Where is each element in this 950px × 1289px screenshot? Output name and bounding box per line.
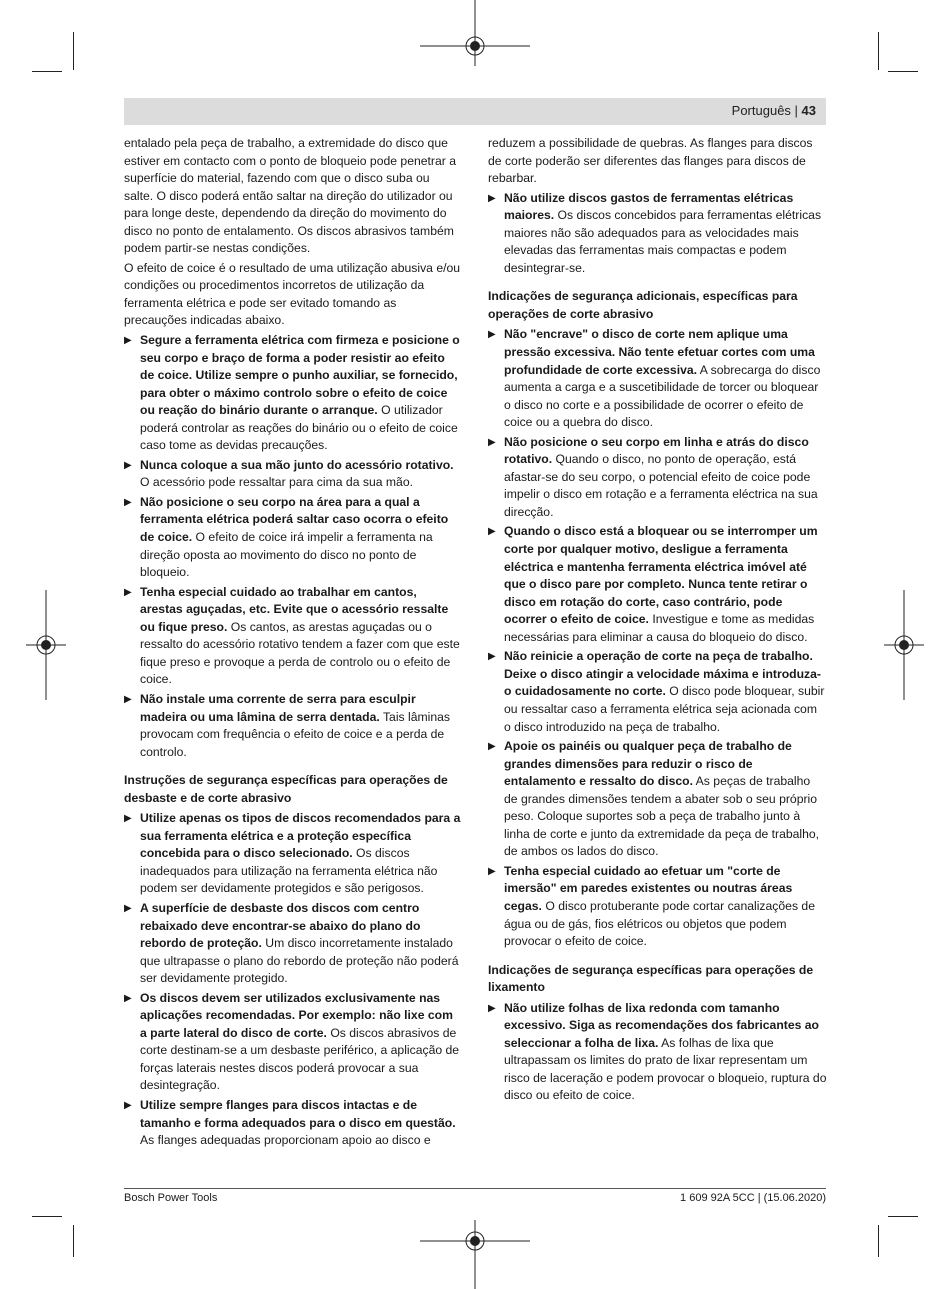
item-text: Os discos abrasivos de corte destinam-se a um desbaste periférico, a aplicação de forças laterais nestes discos poderá provocar a sua desintegração.	[140, 1025, 460, 1093]
header-text: Português | 43	[731, 103, 816, 118]
item-text: As peças de trabalho de grandes dimensões tendem a abater sob o seu próprio peso. Coloque suportes sob a peça de trabalho junto à linha de corte e junto da extremidade da peça de trabalho, de ambos os lados do disco.	[504, 774, 820, 859]
item-bold-text: Tenha especial cuidado ao efetuar um "corte de imersão" em paredes existentes ou noutras áreas cegas.	[504, 863, 793, 913]
crop-mark	[73, 32, 74, 70]
item-text: As flanges adequadas proporcionam apoio ao disco e	[140, 1133, 431, 1148]
list-item	[488, 523, 827, 646]
item-bold-text: Apoie os painéis ou qualquer peça de trabalho de grandes dimensões para reduzir o risco de entalamento e ressalto do disco.	[504, 739, 792, 789]
footer-publisher: Bosch Power Tools	[124, 1192, 218, 1204]
left-column	[124, 135, 461, 1150]
registration-mark-icon	[420, 0, 530, 70]
item-bold-text: Não utilize folhas de lixa redonda com tamanho excessivo. Siga as recomendações dos fabricantes ao seleccionar a folha de lixa.	[504, 1000, 819, 1050]
item-text: O efeito de coice irá impelir a ferramenta na direção oposta ao movimento do disco no ponto de bloqueio.	[140, 530, 433, 580]
crop-mark	[32, 71, 62, 72]
item-text: Um disco incorretamente instalado que ultrapasse o plano do rebordo de proteção não poderá ser devidamente protegido.	[140, 936, 459, 986]
list-item	[124, 810, 461, 898]
safety-list	[124, 810, 461, 1149]
right-column	[488, 135, 827, 1105]
crop-mark	[73, 1225, 74, 1257]
item-bold-text: Nunca coloque a sua mão junto do acessório rotativo.	[140, 457, 454, 472]
item-text: O utilizador poderá controlar as reações do binário ou o efeito de coice caso tome as devidas precauções.	[140, 403, 458, 453]
list-item	[124, 691, 461, 761]
safety-list	[488, 190, 827, 278]
section-heading: Indicações de segurança adicionais, específicas para operações de corte abrasivo	[488, 289, 798, 321]
item-bold-text: Segure a ferramenta elétrica com firmeza e posicione o seu corpo e braço de forma a poder resistir ao efeito de coice. Utilize sempre o punho auxiliar, se fornecido, para obter o máximo controlo sobre o efeito de coice ou reação do binário durante o arranque.	[140, 333, 460, 418]
item-bold-text: Não "encrave" o disco de corte nem aplique uma pressão excessiva. Não tente efetuar cortes com uma profundidade de corte excessiva.	[504, 327, 815, 377]
section-heading: Indicações de segurança específicas para operações de lixamento	[488, 962, 814, 995]
item-bold-text: Tenha especial cuidado ao trabalhar em cantos, arestas aguçadas, etc. Evite que o acessório ressalte ou fique preso.	[140, 584, 449, 634]
item-bold-text: Não instale uma corrente de serra para esculpir madeira ou uma lâmina de serra dentada.	[140, 691, 416, 724]
item-bold-text: Os discos devem ser utilizados exclusivamente nas aplicações recomendadas. Por exemplo: não lixe com a parte lateral do disco de corte.	[140, 990, 453, 1040]
list-item	[124, 1097, 461, 1150]
item-bold-text: Não posicione o seu corpo em linha e atrás do disco rotativo.	[504, 434, 809, 467]
list-item	[488, 648, 827, 736]
item-text: As folhas de lixa que ultrapassam os limites do prato de lixar representam um risco de laceração e podem provocar o bloqueio, ruptura do disco ou efeito de coice.	[504, 1035, 827, 1103]
list-item	[124, 990, 461, 1095]
item-text: O disco pode bloquear, subir ou ressaltar caso a ferramenta elétrica seja acionada com o disco introduzido na peça de trabalho.	[504, 684, 825, 734]
list-item	[124, 494, 461, 582]
crop-mark	[878, 1225, 879, 1257]
crop-mark	[888, 1216, 918, 1217]
list-item	[488, 326, 827, 431]
item-text: O disco protuberante pode cortar canalizações de água ou de gás, fios elétricos ou objetos que podem provocar o efeito de coice.	[504, 898, 815, 949]
paragraph: reduzem a possibilidade de quebras. As flanges para discos de corte poderão ser diferentes das flanges para discos de rebarbar.	[488, 136, 813, 186]
item-text: O acessório pode ressaltar para cima da sua mão.	[140, 475, 413, 490]
footer-docnumber: 1 609 92A 5CC | (15.06.2020)	[680, 1192, 826, 1204]
list-item	[488, 1000, 827, 1105]
list-item	[488, 434, 827, 522]
list-item	[488, 738, 827, 861]
safety-list	[488, 326, 827, 950]
list-item	[124, 457, 461, 492]
safety-list	[124, 332, 461, 761]
section-heading: Instruções de segurança específicas para operações de desbaste e de corte abrasivo	[124, 773, 448, 805]
crop-mark	[878, 32, 879, 70]
page-header	[124, 98, 826, 125]
registration-mark-icon	[884, 590, 924, 700]
registration-mark-icon	[26, 590, 66, 700]
item-text: Os discos concebidos para ferramentas elétricas maiores não são adequados para as velocidades mais elevadas das ferramentas mais compactas e podem desintegrar-se.	[504, 208, 822, 275]
paragraph: O efeito de coice é o resultado de uma utilização abusiva e/ou condições ou procedimentos incorretos de utilização da ferramenta elétrica e pode ser evitado tomando as precauções indicadas abaixo.	[124, 260, 461, 328]
item-bold-text: Não reinicie a operação de corte na peça de trabalho. Deixe o disco atingir a velocidade máxima e introduza-o cuidadosamente no corte.	[504, 649, 821, 699]
list-item	[488, 863, 827, 951]
list-item	[124, 332, 461, 455]
paragraph: entalado pela peça de trabalho, a extremidade do disco que estiver em contacto com o ponto de bloqueio pode penetrar a superfície do material, fazendo com que o disco suba ou salte. O disco poderá então saltar na direção do utilizador ou para longe deste, dependendo da direção do movimento do disco no ponto de entalamento. Os discos abrasivos também podem partir-se nestas condições.	[124, 136, 456, 256]
item-text: Investigue e tome as medidas necessárias para eliminar a causa do bloqueio do disco.	[504, 612, 815, 644]
registration-mark-icon	[420, 1220, 530, 1289]
list-item	[488, 190, 827, 278]
item-bold-text: Utilize apenas os tipos de discos recomendados para a sua ferramenta elétrica e a proteção específica concebida para o disco selecionado.	[140, 811, 461, 861]
header-language: Português	[731, 103, 791, 118]
footer-rule	[124, 1188, 826, 1189]
item-bold-text: Não posicione o seu corpo na área para a qual a ferramenta elétrica poderá saltar caso ocorra o efeito de coice.	[140, 494, 449, 545]
item-bold-text: Quando o disco está a bloquear ou se interromper um corte por qualquer motivo, desligue a ferramenta eléctrica e mantenha ferramenta eléctrica imóvel até que o disco pare por completo. Nunca tente retirar o disco em rotação do corte, caso contrário, pode ocorrer o efeito de coice.	[504, 524, 818, 627]
crop-mark	[32, 1216, 62, 1217]
item-text: Quando o disco, no ponto de operação, está afastar-se do seu corpo, o potencial efeito de coice pode impelir o disco em rotação e a ferramenta eléctrica na sua direcção.	[504, 452, 818, 519]
item-text: Os cantos, as arestas aguçadas ou o ressalto do acessório rotativo tendem a fazer com que este fique preso e provoque a perda de controlo ou o efeito de coice.	[140, 619, 460, 687]
item-text: A sobrecarga do disco aumenta a carga e a suscetibilidade de torcer ou bloquear o disco no corte e a possibilidade de ocorrer o efeito de coice ou a quebra do disco.	[504, 362, 821, 430]
item-bold-text: Não utilize discos gastos de ferramentas elétricas maiores.	[504, 190, 794, 223]
item-text: Tais lâminas provocam com frequência o efeito de coice e a perda de controlo.	[140, 709, 451, 759]
crop-mark	[888, 71, 918, 72]
safety-list	[488, 1000, 827, 1105]
list-item	[124, 900, 461, 988]
page-number: 43	[801, 103, 816, 118]
item-text: Os discos inadequados para utilização na ferramenta elétrica não podem ser devidamente protegidos e são perigosos.	[140, 846, 438, 896]
list-item	[124, 584, 461, 689]
item-bold-text: A superfície de desbaste dos discos com centro rebaixado deve encontrar-se abaixo do plano do rebordo de proteção.	[140, 900, 421, 951]
item-bold-text: Utilize sempre flanges para discos intactas e de tamanho e forma adequados para o disco em questão.	[140, 1097, 456, 1130]
